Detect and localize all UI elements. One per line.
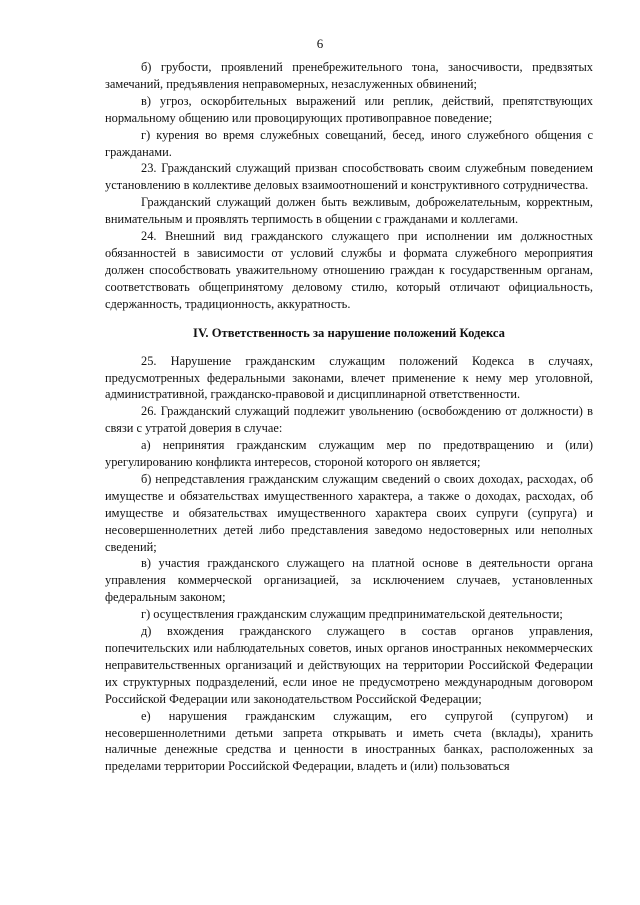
paragraph-23: 23. Гражданский служащий призван способствовать своим служебным поведением установлению в коллективе деловых взаимоотношений и конструктивного сотрудничества. bbox=[105, 161, 593, 193]
section-heading: IV. Ответственность за нарушение положений Кодекса bbox=[193, 325, 505, 340]
paragraph-26: 26. Гражданский служащий подлежит увольнению (освобождению от должности) в связи с утратой доверия в случае: bbox=[105, 404, 593, 436]
paragraph-26-v: в) участия гражданского служащего на платной основе в деятельности органа управления коммерческой организацией, за исключением случаев, установленных федеральным законом; bbox=[105, 556, 593, 605]
paragraph-g-smoking: г) курения во время служебных совещаний, бесед, иного служебного общения с гражданами. bbox=[105, 127, 593, 159]
paragraph-26-e: е) нарушения гражданским служащим, его супругой (супругом) и несовершеннолетними детьми запрета открывать и иметь счета (вклады), хранить наличные денежные средства и ценности в иностранных банках, расположенных за пределами территории Российской Федерации, владеть и (или) пользоваться bbox=[105, 708, 593, 774]
paragraph-26-d: д) вхождения гражданского служащего в состав органов управления, попечительских или наблюдательных советов, иных органов иностранных некоммерческих неправительственных организаций и действующих на территории Российской Федерации их структурных подразделений, если иное не предусмотрено международным договором Российской Федерации или законодательством Российской Федерации; bbox=[105, 624, 593, 706]
paragraph-24: 24. Внешний вид гражданского служащего при исполнении им должностных обязанностей в зависимости от условий службы и формата служебного мероприятия должен способствовать уважительному отношению граждан к государственным органам, соответствовать общепринятому деловому стилю, который отличают официальность, сдержанность, традиционность, аккуратность. bbox=[105, 229, 593, 311]
page-number: 6 bbox=[316, 36, 324, 51]
paragraph-26-a: а) непринятия гражданским служащим мер по предотвращению и (или) урегулированию конфликта интересов, стороной которого он является; bbox=[105, 438, 593, 470]
paragraph-26-b: б) непредставления гражданским служащим сведений о своих доходах, расходах, об имуществе и обязательствах имущественного характера, а также о доходах, расходах, об имуществе и обязательствах имущественного характера своих супруги (супруга) и несовершеннолетних детей либо представления заведомо недостоверных или неполных сведений; bbox=[105, 471, 593, 554]
paragraph-23-politeness: Гражданский служащий должен быть вежливым, доброжелательным, корректным, внимательным и проявлять терпимость в общении с гражданами и коллегами. bbox=[105, 195, 593, 227]
paragraph-v-threats: в) угроз, оскорбительных выражений или реплик, действий, препятствующих нормальному общению или провоцирующих противоправное поведение; bbox=[105, 93, 593, 125]
page-content bbox=[105, 59, 593, 775]
paragraph-26-g: г) осуществления гражданским служащим предпринимательской деятельности; bbox=[141, 607, 563, 622]
paragraph-b-rudeness: б) грубости, проявлений пренебрежительного тона, заносчивости, предвзятых замечаний, предъявления неправомерных, незаслуженных обвинений; bbox=[105, 60, 593, 91]
paragraph-25: 25. Нарушение гражданским служащим положений Кодекса в случаях, предусмотренных федеральными законами, влечет применение к нему мер уголовной, административной, гражданско-правовой и дисциплинарной ответственности. bbox=[105, 353, 593, 402]
